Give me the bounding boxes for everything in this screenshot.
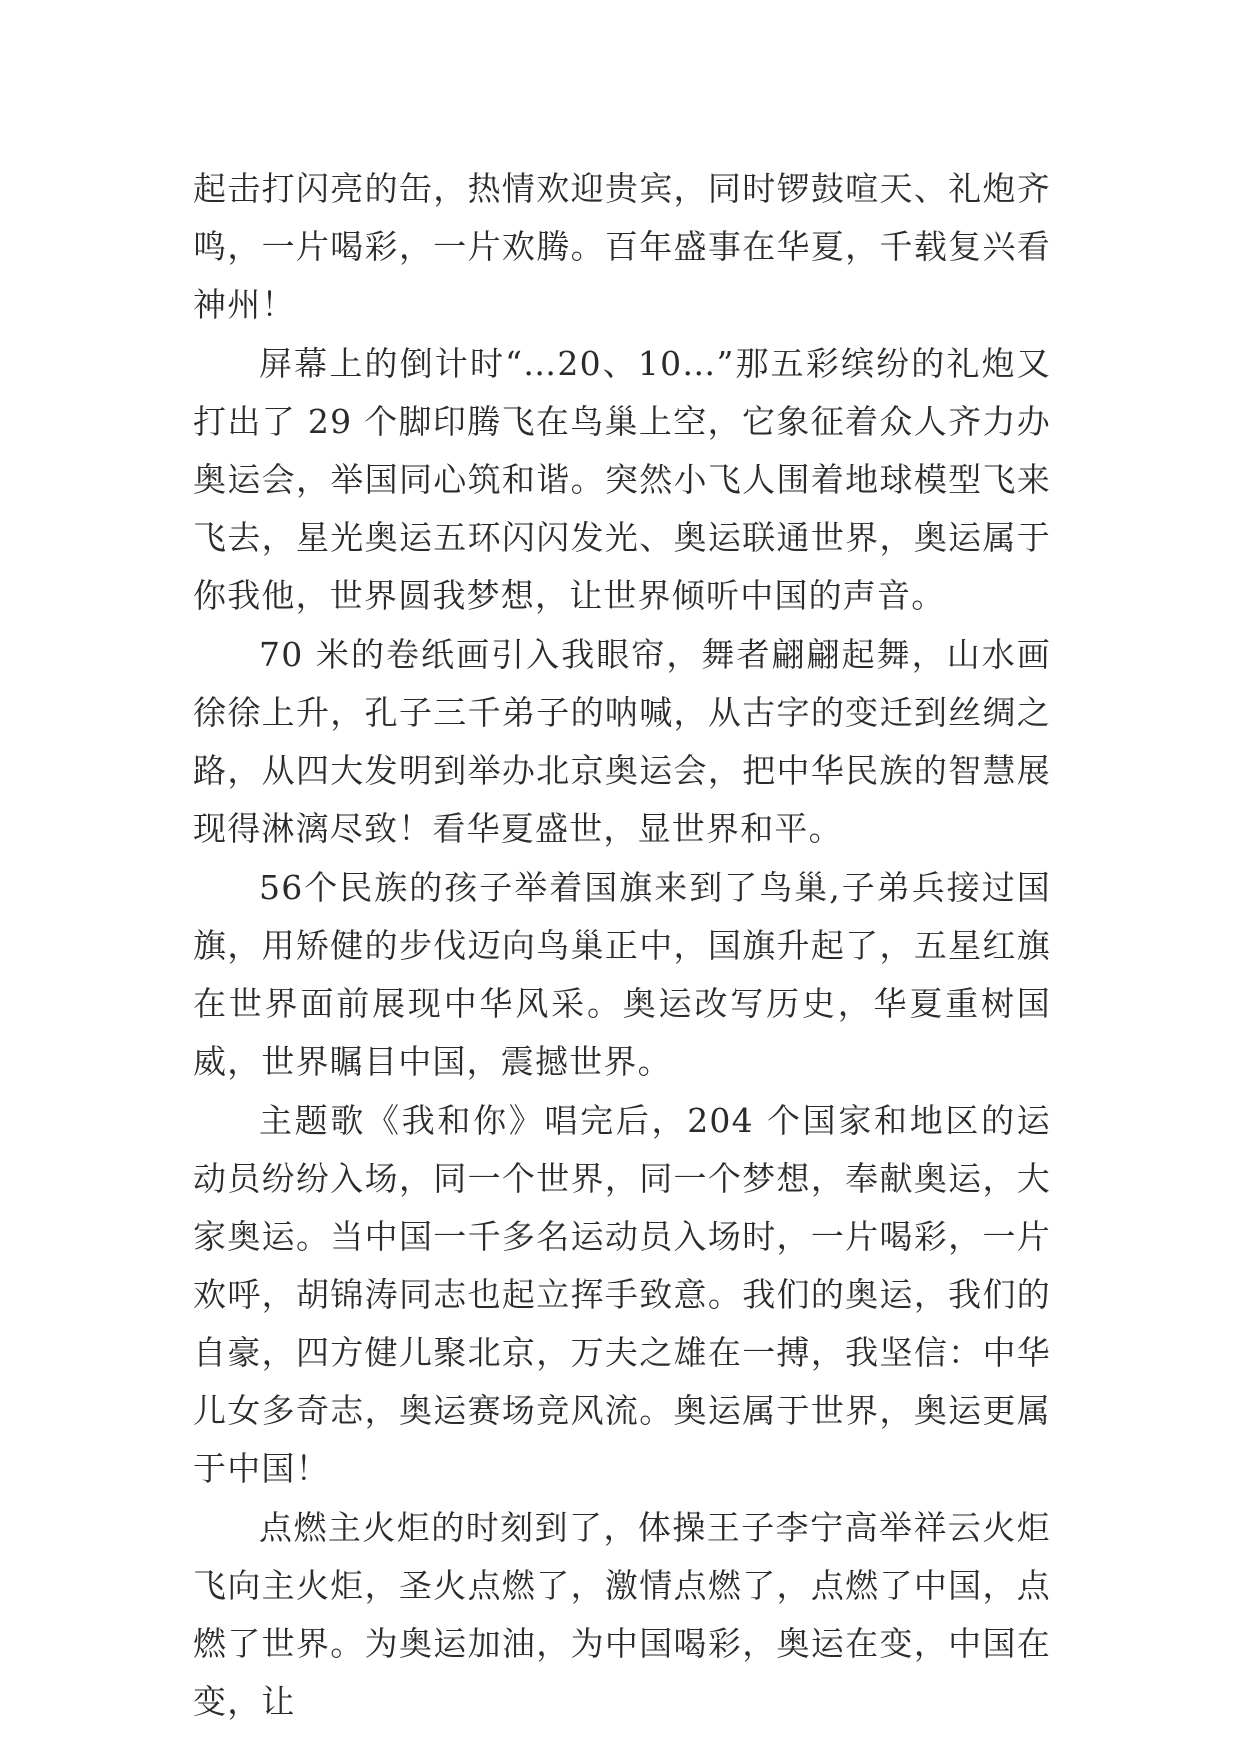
paragraph-scroll-painting: 70 米的卷纸画引入我眼帘，舞者翩翩起舞，山水画徐徐上升，孔子三千弟子的呐喊，从古字的变迁到丝绸之路，从四大发明到举办北京奥运会，把中华民族的智慧展现得淋漓尽致！看华夏盛世，显世界和平。 (193, 635, 1051, 848)
paragraph-continuation: 起击打闪亮的缶，热情欢迎贵宾，同时锣鼓喧天、礼炮齐鸣，一片喝彩，一片欢腾。百年盛事在华夏，千载复兴看神州！ (193, 169, 1051, 324)
paragraph-athletes-parade: 主题歌《我和你》唱完后，204 个国家和地区的运动员纷纷入场，同一个世界，同一个梦想，奉献奥运，大家奥运。当中国一千多名运动员入场时，一片喝彩，一片欢呼，胡锦涛同志也起立挥手致意。我们的奥运，我们的自豪，四方健儿聚北京，万夫之雄在一搏，我坚信：中华儿女多奇志，奥运赛场竞风流。奥运属于世界，奥运更属于中国！ (193, 1101, 1051, 1488)
paragraph-countdown: 屏幕上的倒计时“…20、10…”那五彩缤纷的礼炮又打出了 29 个脚印腾飞在鸟巢上空，它象征着众人齐力办奥运会，举国同心筑和谐。突然小飞人围着地球模型飞来飞去，星光奥运五环闪闪发光、奥运联通世界，奥运属于你我他，世界圆我梦想，让世界倾听中国的声音。 (193, 344, 1051, 615)
paragraph-torch-lighting: 点燃主火炬的时刻到了，体操王子李宁高举祥云火炬飞向主火炬，圣火点燃了，激情点燃了，点燃了中国，点燃了世界。为奥运加油，为中国喝彩，奥运在变，中国在变，让 (193, 1508, 1051, 1721)
paragraph-flag-raising: 56个民族的孩子举着国旗来到了鸟巢,子弟兵接过国旗，用矫健的步伐迈向鸟巢正中，国旗升起了，五星红旗在世界面前展现中华风采。奥运改写历史，华夏重树国威，世界瞩目中国，震撼世界。 (193, 868, 1051, 1081)
document-body (193, 160, 1051, 1732)
